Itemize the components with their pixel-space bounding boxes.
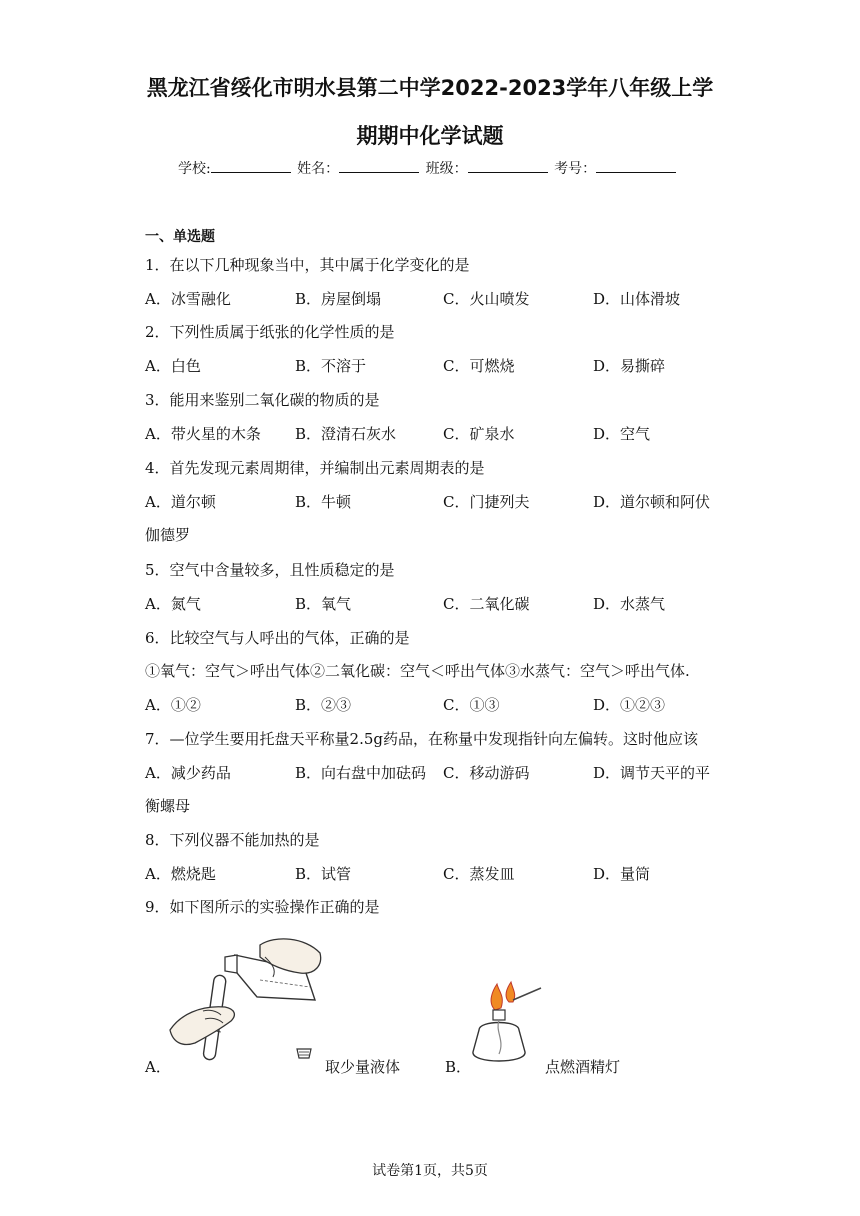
question-6-condition: ①氧气：空气＞呼出气体②二氧化碳：空气＜呼出气体③水蒸气：空气＞呼出气体.: [145, 662, 690, 680]
q8-option-a: A．燃烧匙: [145, 865, 216, 883]
q3-option-a: A．带火星的木条: [145, 425, 261, 443]
q1-option-b: B．房屋倒塌: [295, 290, 382, 308]
q7-option-d-continued: 衡螺母: [145, 797, 191, 815]
q8-option-d: D．量筒: [593, 865, 651, 883]
q4-option-a: A．道尔顿: [145, 493, 216, 511]
student-info-line: [178, 158, 678, 178]
alcohol-lamp-illustration: [465, 980, 545, 1070]
q6-option-c: C．①③: [443, 696, 500, 714]
left-hand-icon: [170, 1007, 234, 1045]
q9-option-a-letter: A．: [145, 1058, 171, 1076]
lamp-flame-icon: [491, 984, 502, 1010]
q1-option-c: C．火山喷发: [443, 290, 530, 308]
question-2-stem: 2．下列性质属于纸张的化学性质的是: [145, 323, 395, 341]
q4-option-d-continued: 伽德罗: [145, 526, 191, 544]
question-8-stem: 8．下列仪器不能加热的是: [145, 831, 320, 849]
page-footer: 试卷第1页，共5页: [372, 1163, 488, 1179]
section-heading: 一、单选题: [145, 229, 215, 245]
exam-no-label: 考号：: [554, 161, 597, 177]
q2-option-d: D．易撕碎: [593, 357, 666, 375]
q2-option-b: B．不溶于: [295, 357, 367, 375]
q6-option-b: B．②③: [295, 696, 352, 714]
exam-no-blank: [596, 160, 676, 173]
question-9-stem: 9．如下图所示的实验操作正确的是: [145, 898, 380, 916]
title-line-2: 期期中化学试题: [356, 124, 504, 148]
school-blank: [211, 160, 291, 173]
lamp-body-icon: [473, 1023, 525, 1062]
question-5-stem: 5．空气中含量较多，且性质稳定的是: [145, 561, 395, 579]
name-blank: [339, 160, 419, 173]
q6-option-a: A．①②: [145, 696, 201, 714]
q4-option-d: D．道尔顿和阿伏: [593, 493, 711, 511]
class-blank: [468, 160, 548, 173]
school-label: 学校:: [178, 161, 211, 177]
q1-option-d: D．山体滑坡: [593, 290, 681, 308]
q9-option-b-caption: 点燃酒精灯: [545, 1058, 621, 1076]
q1-option-a: A．冰雪融化: [145, 290, 231, 308]
q2-option-a: A．白色: [145, 357, 201, 375]
name-label: 姓名：: [297, 161, 340, 177]
q6-option-d: D．①②③: [593, 696, 666, 714]
q4-option-c: C．门捷列夫: [443, 493, 530, 511]
q7-option-a: A．减少药品: [145, 764, 231, 782]
q3-option-c: C．矿泉水: [443, 425, 515, 443]
question-1-stem: 1．在以下几种现象当中，其中属于化学变化的是: [145, 256, 470, 274]
bottle-stopper-icon: [295, 1046, 313, 1062]
question-3-stem: 3．能用来鉴别二氧化碳的物质的是: [145, 391, 380, 409]
match-flame-icon: [506, 982, 515, 1002]
q9-option-b-letter: B．: [445, 1058, 472, 1076]
q8-option-b: B．试管: [295, 865, 352, 883]
title-line-1: 黑龙江省绥化市明水县第二中学2022-2023学年八年级上学: [146, 76, 714, 100]
question-6-stem: 6．比较空气与人呼出的气体，正确的是: [145, 629, 410, 647]
class-label: 班级：: [425, 161, 468, 177]
q5-option-d: D．水蒸气: [593, 595, 666, 613]
q5-option-c: C．二氧化碳: [443, 595, 530, 613]
q8-option-c: C．蒸发皿: [443, 865, 515, 883]
match-stick-icon: [513, 988, 541, 1000]
question-4-stem: 4．首先发现元素周期律，并编制出元素周期表的是: [145, 459, 485, 477]
q3-option-b: B．澄清石灰水: [295, 425, 397, 443]
q4-option-b: B．牛顿: [295, 493, 352, 511]
q7-option-c: C．移动游码: [443, 764, 530, 782]
q7-option-b: B．向右盘中加砝码: [295, 764, 427, 782]
q7-option-d: D．调节天平的平: [593, 764, 711, 782]
q9-option-a-caption: 取少量液体: [325, 1058, 401, 1076]
question-7-stem: 7．—位学生要用托盘天平称量2.5g药品，在称量中发现指针向左偏转。这时他应该: [145, 730, 699, 748]
q2-option-c: C．可燃烧: [443, 357, 515, 375]
q5-option-b: B．氧气: [295, 595, 352, 613]
q3-option-d: D．空气: [593, 425, 651, 443]
q5-option-a: A．氮气: [145, 595, 201, 613]
